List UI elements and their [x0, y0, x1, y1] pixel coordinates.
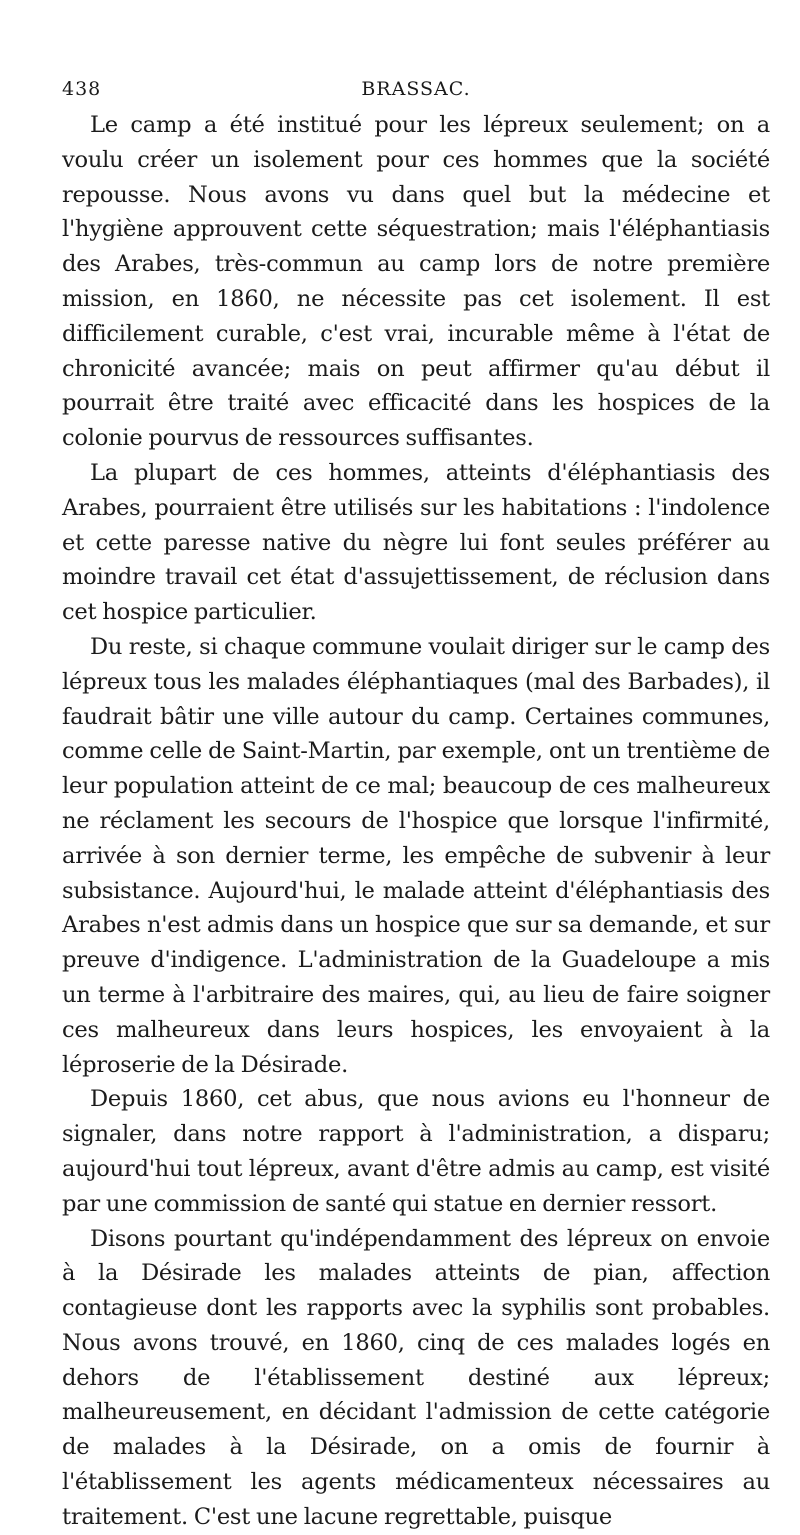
paragraph-2: La plupart de ces hommes, atteints d'éléphantiasis des Arabes, pourraient être utilisés sur les habitations : l'indolence et cette paresse native du nègre lui font seules préférer au moindre travail cet état d'assujettissement, de réclusion dans cet hospice particulier. — [62, 459, 770, 626]
book-page — [62, 78, 770, 1535]
running-head — [62, 78, 770, 108]
running-title: BRASSAC. — [361, 78, 471, 100]
paragraph-3: Du reste, si chaque commune voulait diriger sur le camp des lépreux tous les malades éléphantiaques (mal des Barbades), il faudrait bâtir une ville autour du camp. Certaines communes, comme celle de Saint-Martin, par exemple, ont un trentième de leur population atteint de ce mal; beaucoup de ces malheureux ne réclament les secours de l'hospice que lorsque l'infirmité, arrivée à son dernier terme, les empêche de subvenir à leur subsistance. Aujourd'hui, le malade atteint d'éléphantiasis des Arabes n'est admis dans un hospice que sur sa demande, et sur preuve d'indigence. L'administration de la Guadeloupe a mis un terme à l'arbitraire des maires, qui, au lieu de faire soigner ces malheureux dans leurs hospices, les envoyaient à la léproserie de la Désirade. — [62, 633, 770, 1078]
body-text — [62, 108, 770, 1535]
paragraph-5: Disons pourtant qu'indépendamment des lépreux on envoie à la Désirade les malades atteints de pian, affection contagieuse dont les rapports avec la syphilis sont probables. Nous avons trouvé, en 1860, cinq de ces malades logés en dehors de l'établissement destiné aux lépreux; malheureusement, en décidant l'admission de cette catégorie de malades à la Désirade, on a omis de fournir à l'établissement les agents médicamenteux nécessaires au traitement. C'est une lacune regrettable, puisque — [62, 1225, 770, 1530]
paragraph-4: Depuis 1860, cet abus, que nous avions eu l'honneur de signaler, dans notre rapport à l'administration, a disparu; aujourd'hui tout lépreux, avant d'être admis au camp, est visité par une commission de santé qui statue en dernier ressort. — [62, 1086, 770, 1217]
page-number: 438 — [62, 78, 102, 100]
paragraph-1: Le camp a été institué pour les lépreux seulement; on a voulu créer un isolement pour ces hommes que la société repousse. Nous avons vu dans quel but la médecine et l'hygiène approuvent cette séquestration; mais l'éléphantiasis des Arabes, très-commun au camp lors de notre première mission, en 1860, ne nécessite pas cet isolement. Il est difficilement curable, c'est vrai, incurable même à l'état de chronicité avancée; mais on peut affirmer qu'au début il pourrait être traité avec efficacité dans les hospices de la colonie pourvus de ressources suffisantes. — [62, 112, 770, 452]
